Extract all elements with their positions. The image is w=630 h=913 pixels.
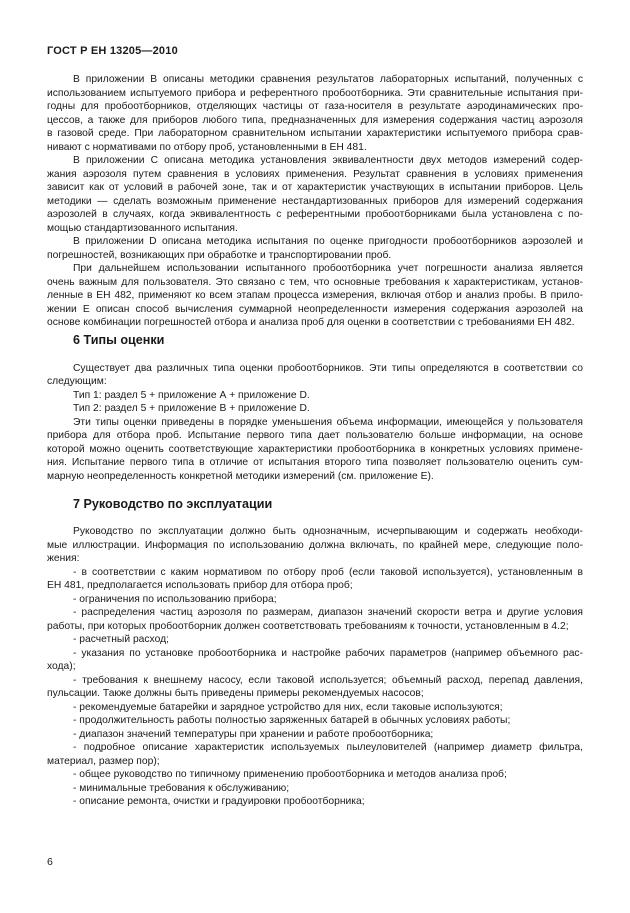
text-line: погрешностей, возникающих при обработке и транспортировании проб. — [47, 249, 392, 261]
paragraph — [47, 593, 583, 607]
text-line: При дальнейшем использовании испытанного пробоотборника учет погрешности анализа является — [73, 263, 583, 274]
paragraph — [47, 633, 583, 647]
paragraph — [47, 235, 583, 262]
paragraph — [47, 674, 583, 701]
paragraph — [47, 389, 583, 403]
section-heading: 6 Типы оценки — [73, 332, 165, 347]
page-number: 6 — [47, 856, 53, 868]
text-line: - продолжительность работы полностью заряженных батарей в обычных условиях работы; — [73, 715, 511, 726]
text-line: - минимальные требования к обслуживанию; — [73, 782, 290, 794]
text-line: которой можно оценить соответствующие характеристики пробоотборника в конкретных условиях примене- — [47, 443, 583, 455]
text-line: - общее руководство по типичному применению пробоотборника и методов анализа проб; — [73, 769, 507, 780]
text-line: цессов, а также для приборов любого типа, предназначенных для измерения содержания частиц аэрозоля — [47, 114, 583, 126]
text-line: методики — сделать возможным применение нестандартизованных приборов для измерений содержания — [47, 195, 583, 207]
text-line: жении Е описан способ вычисления суммарной неопределенности измерения содержания аэрозолей на — [47, 303, 583, 315]
text-line: нивают с нормативами по отбору проб, установленными в ЕН 481. — [47, 141, 367, 153]
paragraph — [47, 262, 583, 330]
text-line: - рекомендуемые батарейки и зарядное устройство для них, если таковые используются; — [73, 701, 503, 713]
text-line: - диапазон значений температуры при хранении и работе пробоотборника; — [73, 728, 434, 740]
text-line: мощью стандартизованного испытания. — [47, 222, 238, 234]
text-line: материал, размер пор); — [47, 755, 160, 767]
section-heading: 7 Руководство по эксплуатации — [73, 497, 273, 511]
text-line: ния. Испытание первого типа в отличие от испытания второго типа позволяет пользователю оценить сум- — [47, 457, 583, 468]
text-line: Эти типы оценки приведены в порядке уменьшения объема информации, имеющейся у пользователя — [73, 416, 583, 428]
text-line: хода); — [47, 661, 76, 672]
text-line: В приложении С описана методика установления эквивалентности двух методов измерений содер- — [73, 155, 583, 166]
text-line: очень важным для пользователя. Это связано с тем, что основные требования к характеристикам, установ- — [47, 276, 583, 288]
text-line: - в соответствии с каким нормативом по отбору проб (если таковой используется), установленным в — [73, 566, 583, 578]
text-line: - указания по установке пробоотборника и настройке рабочих параметров (например объемного рас- — [73, 647, 583, 659]
text-line: годны для пробоотборников, отделяющих частицы от газа-носителя в результате аэродинамических про- — [47, 101, 583, 112]
text-line: жания аэрозоля путем сравнения в условиях применения. Результат сравнения в условиях применения — [47, 168, 583, 180]
text-line: - подробное описание характеристик используемых пылеуловителей (например диаметр фильтра, — [73, 742, 583, 753]
text-line: - описание ремонта, очистки и градуировки пробоотборника; — [73, 796, 365, 807]
paragraph — [47, 795, 583, 809]
text-line: в газовой среде. При лабораторном сравнительном испытании характеристики испытуемого прибора срав- — [47, 128, 583, 139]
text-line: В приложении D описана методика испытания по оценке пригодности пробоотборников аэрозолей и — [73, 236, 583, 247]
text-line: аэрозолей в случаях, когда эквивалентность с референтными пробоотборниками была установлена с по- — [47, 209, 583, 220]
paragraph — [47, 768, 583, 782]
paragraph — [47, 714, 583, 728]
text-line: ЕН 481, предполагается использовать прибор для отбора проб; — [47, 580, 353, 591]
document-header: ГОСТ Р ЕН 13205—2010 — [47, 45, 178, 57]
paragraph — [47, 647, 583, 674]
text-line: - требования к внешнему насосу, если таковой используется; объемный расход, перепад давления, — [73, 674, 583, 686]
text-line: работы, при которых пробоотборник должен соответствовать требованиям к точности, установленным в 4.2; — [47, 620, 569, 632]
text-line: Существует два различных типа оценки пробоотборников. Эти типы определяются в соответствии со — [73, 362, 583, 374]
text-line: марную неопределенность конкретной методики измерений (см. приложение Е). — [47, 470, 434, 482]
text-line: Тип 1: раздел 5 + приложение А + приложение D. — [73, 389, 310, 401]
text-line: - распределения частиц аэрозоля по размерам, диапазон значений скорости ветра и другие условия — [73, 607, 583, 618]
text-line: пульсации. Также должны быть приведены примеры рекомендуемых насосов; — [47, 688, 424, 699]
paragraph — [47, 154, 583, 235]
text-line: Руководство по эксплуатации должно быть однозначным, исчерпывающим и содержать необходи- — [73, 526, 583, 537]
paragraph — [47, 73, 583, 154]
paragraph — [47, 525, 583, 566]
paragraph — [47, 362, 583, 389]
text-line: основе комбинации погрешностей отбора и анализа проб для оценки в соответствии с требованиями ЕН 482. — [47, 317, 575, 328]
paragraph — [47, 728, 583, 742]
text-line: - ограничения по использованию прибора; — [73, 593, 277, 605]
paragraph — [47, 741, 583, 768]
text-line: жения: — [47, 553, 80, 564]
paragraph — [47, 701, 583, 715]
paragraph — [47, 402, 583, 416]
text-line: использованием испытуемого прибора и референтного пробоотборника. Эти сравнительные испытания при- — [47, 87, 583, 99]
text-line: - расчетный расход; — [73, 634, 169, 645]
paragraph — [47, 566, 583, 593]
text-line: зависит как от условий в рабочей зоне, так и от характеристик участвующих в испытании приборов. Цель — [47, 182, 583, 193]
text-line: прибора для отбора проб. Испытание первого типа дает пользователю больше информации, на основе — [47, 430, 583, 441]
paragraph — [47, 606, 583, 633]
text-line: следующим: — [47, 376, 107, 387]
text-line: В приложении В описаны методики сравнения результатов лабораторных испытаний, полученных с — [73, 74, 583, 85]
text-line: мые иллюстрации. Информация по использованию должна включать, по крайней мере, следующие поло- — [47, 539, 583, 551]
text-line: Тип 2: раздел 5 + приложение В + приложение D. — [73, 403, 310, 414]
paragraph — [47, 416, 583, 484]
document-body — [47, 73, 583, 809]
text-line: ленные в ЕН 482, применяют ко всем этапам процесса измерения, включая отбор и анализ пробы. В прило- — [47, 290, 583, 301]
paragraph — [47, 782, 583, 796]
